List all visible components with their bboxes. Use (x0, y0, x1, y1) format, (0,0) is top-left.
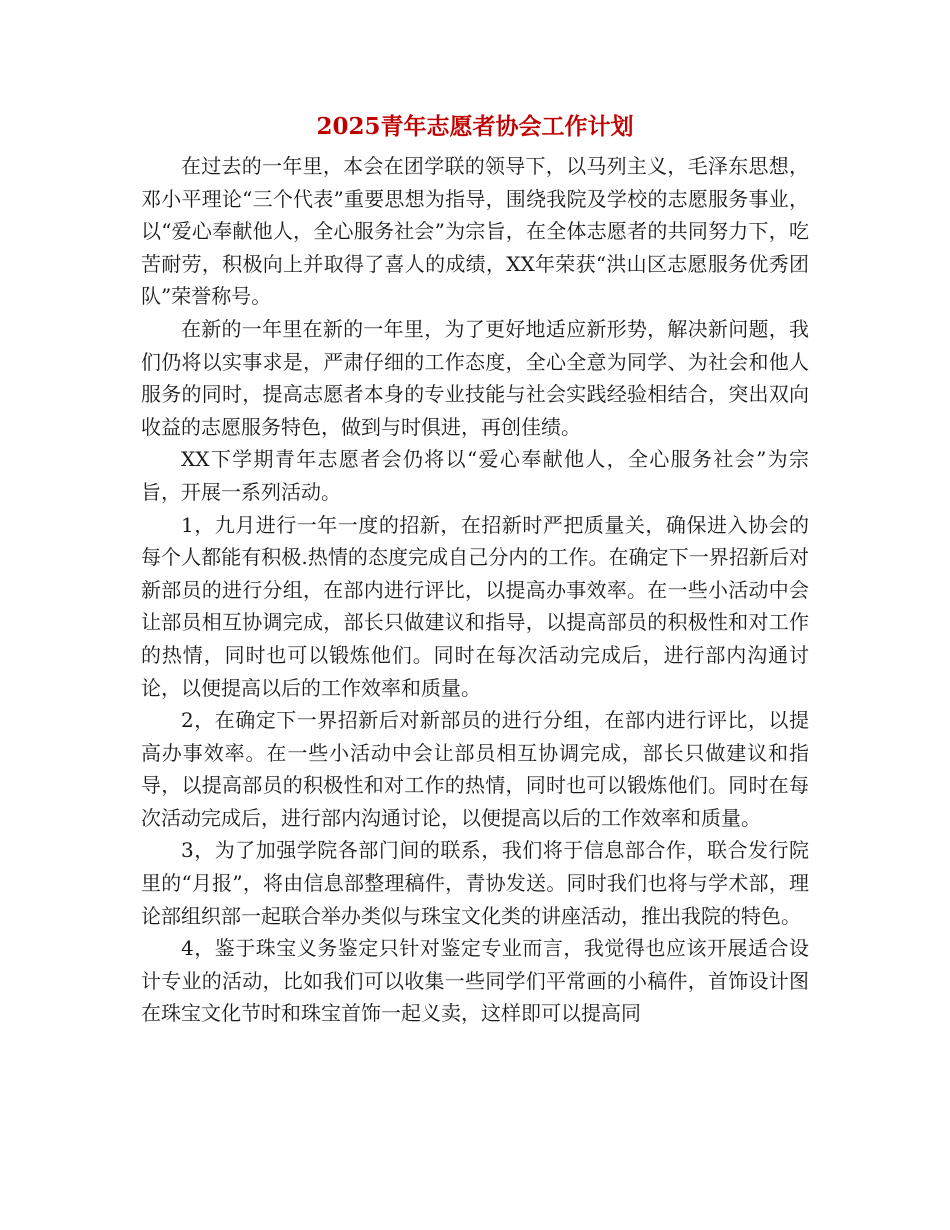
paragraph-7: 4，鉴于珠宝义务鉴定只针对鉴定专业而言，我觉得也应该开展适合设计专业的活动，比如我们可以收集一些同学们平常画的小稿件，首饰设计图在珠宝文化节时和珠宝首饰一起义卖，这样即可以提高同 (141, 936, 809, 1026)
document-title: 2025青年志愿者协会工作计划 (316, 113, 634, 140)
paragraph-6: 3，为了加强学院各部门间的联系，我们将于信息部合作，联合发行院里的“月报”，将由信息部整理稿件，青协发送。同时我们也将与学术部，理论部组织部一起联合举办类似与珠宝文化类的讲座活动，推出我院的特色。 (141, 838, 809, 928)
paragraph-5: 2，在确定下一界招新后对新部员的进行分组，在部内进行评比，以提高办事效率。在一些小活动中会让部员相互协调完成，部长只做建议和指导，以提高部员的积极性和对工作的热情，同时也可以锻炼他们。同时在每次活动完成后，进行部内沟通讨论，以便提高以后的工作效率和质量。 (141, 708, 809, 830)
paragraph-4: 1，九月进行一年一度的招新，在招新时严把质量关，确保进入协会的每个人都能有积极.热情的态度完成自己分内的工作。在确定下一界招新后对新部员的进行分组，在部内进行评比，以提高办事效率。在一些小活动中会让部员相互协调完成，部长只做建议和指导，以提高部员的积极性和对工作的热情，同时也可以锻炼他们。同时在每次活动完成后，进行部内沟通讨论，以便提高以后的工作效率和质量。 (141, 512, 809, 700)
document-body (141, 150, 809, 1030)
paragraph-1: 在过去的一年里，本会在团学联的领导下，以马列主义，毛泽东思想，邓小平理论“三个代表”重要思想为指导，围绕我院及学校的志愿服务事业，以“爱心奉献他人，全心服务社会”为宗旨，在全体志愿者的共同努力下，吃苦耐劳，积极向上并取得了喜人的成绩，XX年荣获“洪山区志愿服务优秀团队”荣誉称号。 (141, 154, 809, 309)
paragraph-3: XX下学期青年志愿者会仍将以“爱心奉献他人，全心服务社会”为宗旨，开展一系列活动。 (141, 447, 809, 504)
paragraph-2: 在新的一年里在新的一年里，为了更好地适应新形势，解决新问题，我们仍将以实事求是，严肃仔细的工作态度，全心全意为同学、为社会和他人服务的同时，提高志愿者本身的专业技能与社会实践经验相结合，突出双向收益的志愿服务特色，做到与时俱进，再创佳绩。 (141, 316, 809, 439)
